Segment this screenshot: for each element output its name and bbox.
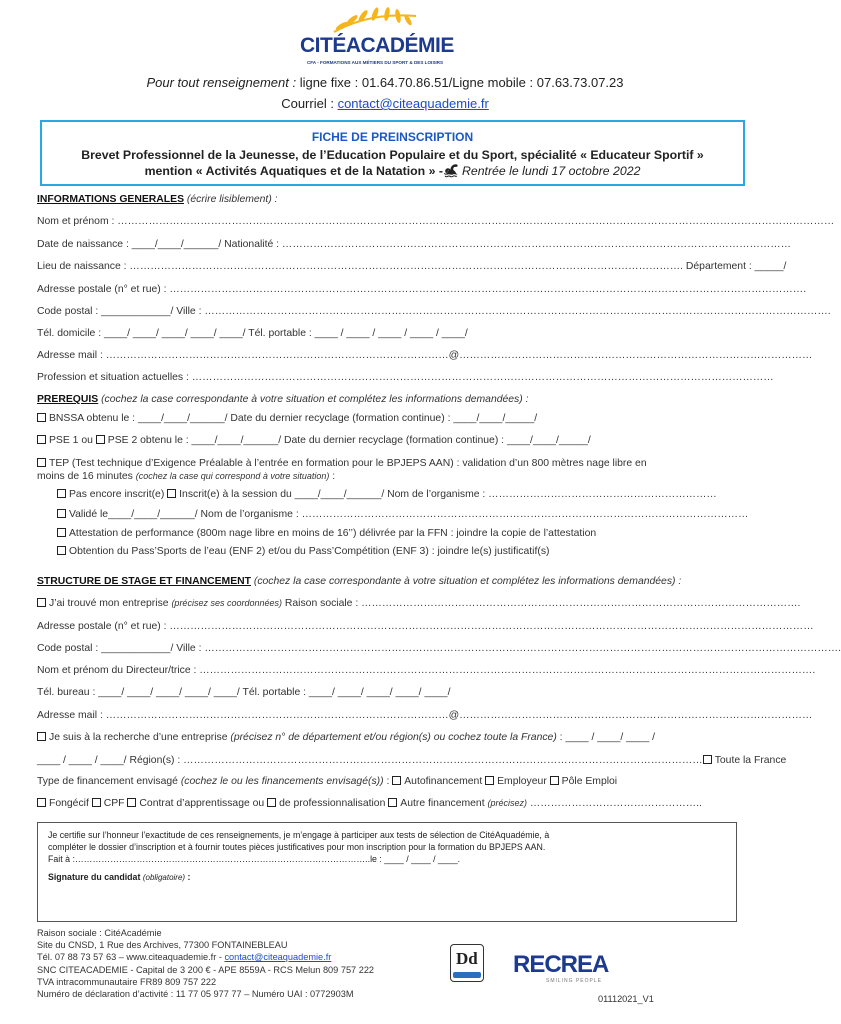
subtitle-line2: mention « Activités Aquatiques et de la Natation » - [144, 164, 443, 178]
checkbox-contrat[interactable] [127, 798, 136, 807]
tep-valide [57, 509, 748, 520]
field-nom[interactable]: Nom et prénom : ……………………………………………………………………………………………………………………………………………………………………………………… [37, 216, 835, 227]
checkbox-pas-encore[interactable] [57, 489, 66, 498]
stage-financement [37, 776, 617, 787]
stage-mail[interactable]: Adresse mail : ………………………………………………………………………………………@………………………………………………………………………………………… [37, 710, 813, 721]
footer-line4: SNC CITEACADEMIE - Capital de 3 200 € - APE 8559A - RCS Melun 809 757 222 [37, 964, 375, 975]
footer-line1: Raison sociale : CitéAcadémie [37, 928, 162, 938]
checkbox-autre[interactable] [388, 798, 397, 807]
form-subtitle [42, 147, 743, 179]
attestation-text: Attestation de performance (800m nage libre en moins de 16’’) délivrée par la FFN : joindre la copie de l’attestation [69, 528, 597, 539]
phones-text: ligne fixe : 01.64.70.86.51/Ligne mobile : 07.63.73.07.23 [296, 75, 624, 90]
checkbox-fongecif[interactable] [37, 798, 46, 807]
checkbox-attestation[interactable] [57, 528, 66, 537]
recherche-note: (précisez n° de département et/ou région(s) ou cochez toute la France) [230, 732, 557, 743]
swimmer-icon: 🏊︎ [442, 164, 459, 178]
contrat-text: Contrat d’apprentissage ou [139, 798, 268, 809]
stage-heading: STRUCTURE DE STAGE ET FINANCEMENT [37, 576, 251, 587]
datadock-letters: Dd [456, 949, 478, 968]
rentree-date: Rentrée le lundi 17 octobre 2022 [458, 164, 641, 178]
prereq-tep-2 [37, 471, 335, 482]
checkbox-recherche[interactable] [37, 732, 46, 741]
stage-financement-2 [37, 798, 702, 809]
prereq-heading: PREREQUIS [37, 394, 99, 405]
stage-cp[interactable]: Code postal : ____________/ Ville : …………………………………………………………………………………………………………………………………………………………………. [37, 643, 841, 654]
entreprise-note: (précisez ses coordonnées) [171, 598, 282, 608]
infos-heading-line [37, 194, 278, 205]
entreprise-end: Raison sociale : ………………………………………………………………………………………………………………. [282, 598, 801, 609]
cert-line1: Je certifie sur l’honneur l’exactitude de ces renseignements, je m’engage à participer aux tests de sélection de CitéAquadémie, à [48, 830, 550, 840]
signature-label[interactable] [48, 871, 726, 884]
pole-text: Pôle Emploi [561, 776, 618, 787]
checkbox-entreprise[interactable] [37, 598, 46, 607]
autre-end[interactable]: ………………………………………….. [527, 798, 702, 809]
prereq-heading-note: (cochez la case correspondante à votre situation et complétez les informations demandées) : [98, 394, 529, 405]
cert-line2: compléter le dossier d’inscription et à fournir toutes pièces justificatives pour mon inscription pour la formation du BPJEPS AAN. [48, 842, 546, 852]
infos-heading-note: (écrire lisiblement) : [184, 194, 278, 205]
pas-encore-text: Pas encore inscrit(e) [69, 489, 168, 500]
valide-text: Validé le____/____/______/ Nom de l’organisme : ………………………………………………………………………………………………………………… [69, 509, 749, 520]
stage-adresse[interactable]: Adresse postale (n° et rue) : …………………………………………………………………………………………………………………………………………………………………… [37, 621, 814, 632]
logo-name: CITÉACADÉMIE [300, 34, 454, 57]
prereq-bnssa [37, 413, 537, 424]
autre-text: Autre financement [400, 798, 488, 809]
sig-note: (obligatoire) [142, 873, 186, 882]
field-naissance[interactable]: Date de naissance : ____/____/______/ Nationalité : ………………………………………………………………………………………………………………………………… [37, 239, 792, 250]
recherche-text: Je suis à la recherche d’une entreprise [49, 732, 231, 743]
sig-end: : [185, 872, 191, 882]
contact-email [0, 96, 770, 111]
field-adresse[interactable]: Adresse postale (n° et rue) : …………………………………………………………………………………………………………………………………………………………………. [37, 284, 807, 295]
checkbox-pole[interactable] [550, 776, 559, 785]
obtention-text: Obtention du Pass’Sports de l’eau (ENF 2) et/ou du Pass’Compétition (ENF 3) : joindre le(s) justificatif(s) [69, 546, 550, 557]
toute-france-text: Toute la France [714, 755, 787, 766]
footer-line2: Site du CNSD, 1 Rue des Archives, 77300 FONTAINEBLEAU [37, 940, 288, 951]
tep-note: (cochez la case qui correspond à votre situation) [135, 471, 330, 481]
cpf-text: CPF [103, 798, 128, 809]
contact-label: Pour tout renseignement : [146, 75, 297, 90]
stage-recherche [37, 732, 655, 743]
autre-note: (précisez) [487, 798, 527, 808]
entreprise-text: J’ai trouvé mon entreprise [49, 598, 172, 609]
checkbox-auto[interactable] [392, 776, 401, 785]
footer-line5: TVA intracommunautaire FR89 809 757 222 [37, 976, 217, 987]
subtitle-line1: Brevet Professionnel de la Jeunesse, de l’Education Populaire et du Sport, spécialité « Educateur Sportif » [81, 148, 704, 162]
checkbox-toute-france[interactable] [703, 755, 712, 764]
citeacademie-logo [300, 6, 454, 72]
footer-line6: Numéro de déclaration d’activité : 11 77 05 977 77 – Numéro UAI : 0772903M [37, 989, 354, 1000]
prereq-pse [37, 435, 591, 446]
footer-line3 [37, 951, 374, 963]
regions-text[interactable]: ____ / ____ / ____/ Région(s) : …………………………………………………………………………………………………………………………………… [37, 755, 703, 766]
checkbox-valide[interactable] [57, 509, 66, 518]
checkbox-employeur[interactable] [485, 776, 494, 785]
footer-tel: Tél. 07 88 73 57 63 – www.citeaquademie.fr - [37, 952, 225, 963]
checkbox-cpf[interactable] [92, 798, 101, 807]
stage-tel[interactable]: Tél. bureau : ____/ ____/ ____/ ____/ ____/ Tél. portable : ____/ ____/ ____/ ____/ ____/ [37, 687, 451, 698]
stage-entreprise [37, 598, 800, 609]
checkbox-inscrit[interactable] [167, 489, 176, 498]
recherche-end: : ____ / ____/ ____ / [556, 732, 656, 743]
stage-heading-note: (cochez la case correspondante à votre situation et complétez les informations demandées) : [250, 576, 682, 587]
tep-end: : [329, 471, 336, 482]
certification-box [37, 822, 737, 922]
stage-regions [37, 755, 786, 766]
prereq-heading-line [37, 394, 529, 405]
auto-text: Autofinancement [404, 776, 486, 787]
field-cp[interactable]: Code postal : ____________/ Ville : ………………………………………………………………………………………………………………………………………………………………. [37, 306, 831, 317]
email-label: Courriel : [281, 96, 338, 111]
cert-line3[interactable]: Fait à :………………………………………………………………………………………..le : ____ / ____ / ____. [48, 854, 461, 864]
checkbox-tep[interactable] [37, 458, 46, 467]
tep-status [57, 489, 717, 500]
contact-phones [0, 75, 770, 90]
pse1-text: PSE 1 ou [49, 435, 96, 446]
checkbox-pro[interactable] [267, 798, 276, 807]
inscrit-text: Inscrit(e) à la session du ____/____/______/ Nom de l’organisme : ………………………………………………………… [179, 489, 717, 500]
footer-email-link[interactable]: contact@citeaquademie.fr [224, 952, 332, 963]
prereq-obtention [57, 546, 549, 557]
stage-directeur[interactable]: Nom et prénom du Directeur/trice : ……………………………………………………………………………………………………………………………………………………………. [37, 665, 816, 676]
laurel-icon [330, 6, 420, 34]
document-version: 01112021_V1 [598, 994, 654, 1004]
sig-text: Signature du candidat [48, 872, 143, 882]
prereq-attestation [57, 528, 596, 539]
title-box [40, 120, 745, 186]
fongecif-text: Fongécif [49, 798, 92, 809]
field-lieu[interactable]: Lieu de naissance : ……………………………………………………………………………………………………………………………………………. Département : _____/ [37, 261, 787, 272]
email-link[interactable]: contact@citeaquademie.fr [337, 96, 489, 111]
checkbox-pse2[interactable] [96, 435, 105, 444]
stage-heading-line [37, 576, 681, 587]
logo-tagline: CFA - FORMATIONS AUX MÉTIERS DU SPORT & DES LOISIRS [306, 60, 444, 65]
checkbox-bnssa[interactable] [37, 413, 46, 422]
financement-note: (cochez le ou les financements envisagé(s)) [180, 776, 384, 787]
pse2-text: PSE 2 obtenu le : ____/____/______/ Date du dernier recyclage (formation continue) : ____/____/_____/ [107, 435, 591, 446]
pro-text: de professionnalisation [279, 798, 389, 809]
form-title: FICHE DE PREINSCRIPTION [311, 130, 474, 144]
tep-text-2: moins de 16 minutes [37, 471, 136, 482]
recrea-tagline: SMILING PEOPLE [546, 978, 602, 984]
checkbox-pse1[interactable] [37, 435, 46, 444]
checkbox-obtention[interactable] [57, 546, 66, 555]
financement-text: Type de financement envisagé [37, 776, 181, 787]
datadock-bar [453, 972, 481, 978]
tep-text: TEP (Test technique d’Exigence Préalable à l’entrée en formation pour le BPJEPS AAN) : validation d’un 800 mètres nage libre en [49, 458, 647, 469]
financement-end: : [383, 776, 393, 787]
employeur-text: Employeur [497, 776, 550, 787]
infos-heading: INFORMATIONS GENERALES [37, 194, 185, 205]
footer [37, 927, 374, 1000]
datadock-logo [450, 944, 484, 982]
bnssa-text: BNSSA obtenu le : ____/____/______/ Date du dernier recyclage (formation continue) : ____/____/_____/ [49, 413, 538, 424]
prereq-tep [37, 458, 647, 469]
field-tel[interactable]: Tél. domicile : ____/ ____/ ____/ ____/ ____/ Tél. portable : ____ / ____ / ____ / ____ / ____/ [37, 328, 468, 339]
recrea-logo: RECREA [513, 951, 609, 978]
field-mail[interactable]: Adresse mail : ………………………………………………………………………………………@………………………………………………………………………………………… [37, 350, 813, 361]
field-profession[interactable]: Profession et situation actuelles : …………………………………………………………………………………………………………………………………………………… [37, 372, 774, 383]
